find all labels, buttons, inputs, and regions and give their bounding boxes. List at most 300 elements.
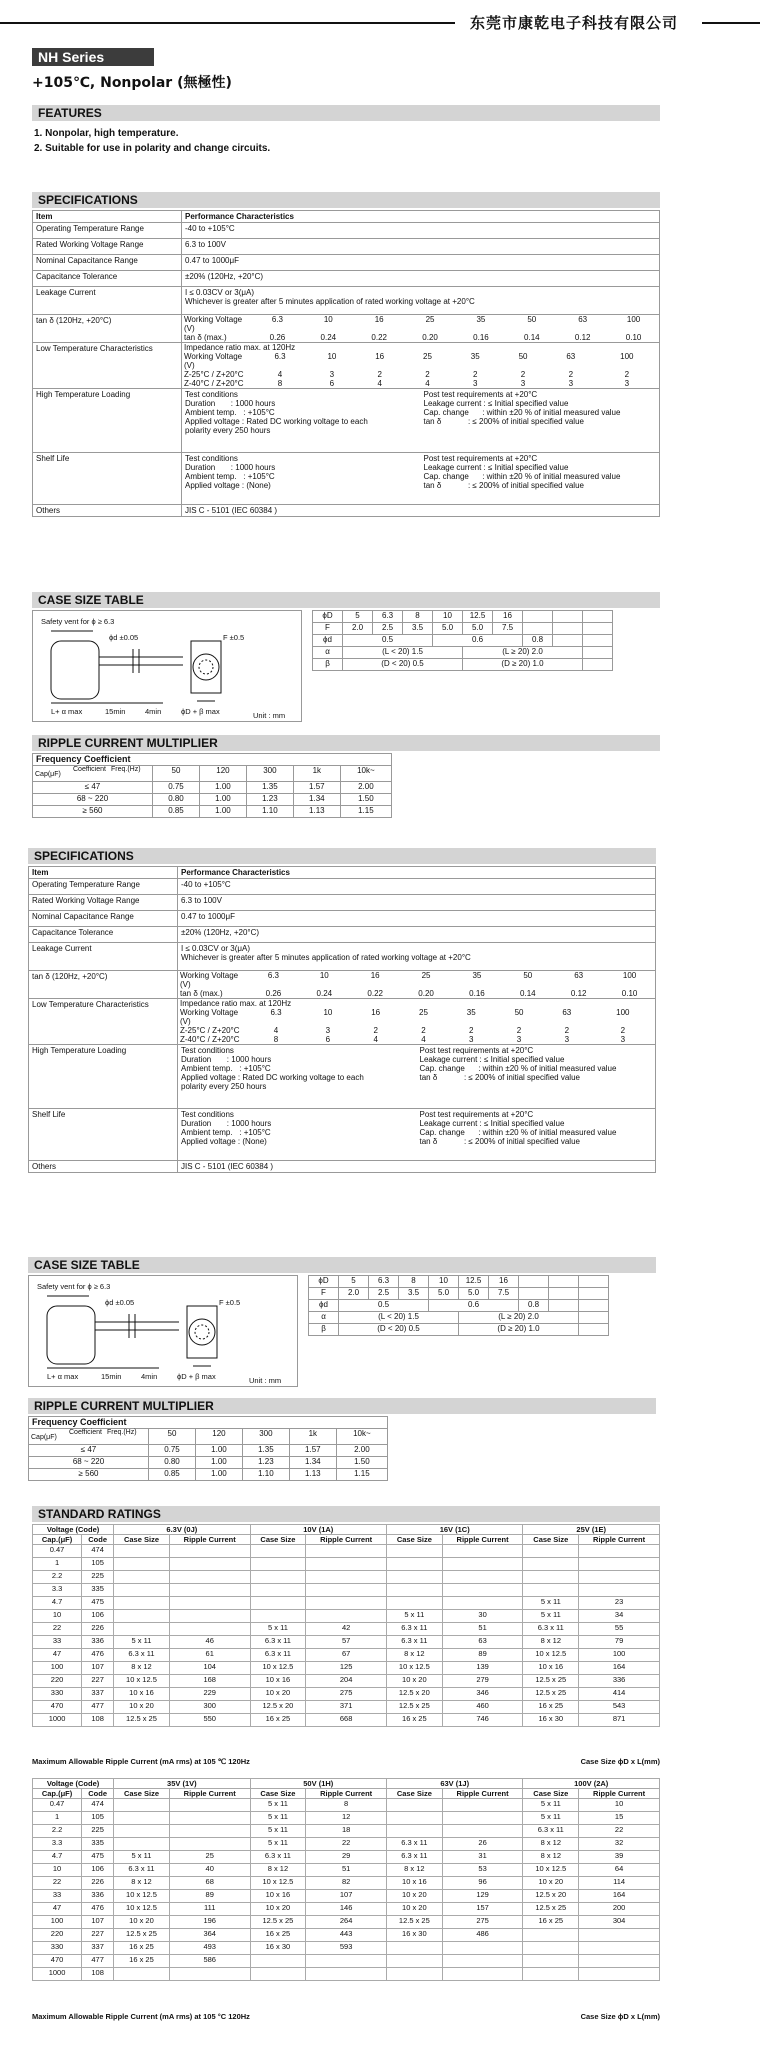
cell-text: 304 [612, 1916, 626, 1925]
cell-text: 336 [612, 1675, 626, 1684]
ratings-cell [114, 1662, 170, 1675]
condition-line [420, 1046, 653, 1055]
cell-text: 12.5 x 20 [398, 1688, 430, 1697]
cell-text: 0.22 [371, 333, 387, 342]
case-cell-empty [553, 623, 583, 635]
condition-line [420, 1137, 653, 1146]
ripple-cell [246, 794, 293, 806]
inner-cell [452, 989, 503, 998]
cell-text: 8 x 12 [131, 1662, 152, 1671]
case-dimension-table [308, 1275, 609, 1336]
cell-text: 12.5 x 25 [398, 1916, 430, 1925]
ratings-cell [579, 1903, 660, 1916]
cell-text: 46 [205, 1636, 214, 1645]
case-cell-empty [519, 1288, 549, 1300]
drawing-label [37, 1282, 110, 1291]
cell-text: 10 [319, 971, 329, 980]
cell-text: 10 x 20 [265, 1903, 291, 1912]
inner-cell [404, 370, 452, 379]
inner-row [178, 1026, 655, 1035]
cell-text: 16 [374, 315, 384, 324]
spec-label [33, 505, 182, 517]
spec-row [33, 453, 660, 505]
case-cell [369, 1276, 399, 1288]
case-row [309, 1300, 609, 1312]
condition-line [181, 1055, 414, 1064]
spec-heading: SPECIFICATIONS [32, 192, 660, 208]
drawing-label [47, 1372, 78, 1381]
ratings-cell [169, 1851, 250, 1864]
cell-text: Z-25°C / Z+20°C [184, 370, 244, 379]
ratings-cell [387, 1929, 443, 1942]
case-cell-empty [549, 1300, 579, 1312]
cell-text: 104 [203, 1662, 216, 1671]
ratings-cell [523, 1916, 579, 1929]
ripple-cell [29, 1445, 149, 1457]
voltage-header [523, 1779, 660, 1789]
cell-text: (L < 20) 1.5 [382, 647, 423, 656]
cell-text: Low Temperature Characteristics [36, 344, 153, 353]
cell-text: 35 [472, 971, 482, 980]
ripple-cell [33, 782, 153, 794]
cell-text: Duration : 1000 hours [185, 399, 276, 408]
case-size-header [387, 1789, 443, 1799]
cell-text: 5 x 11 [404, 1610, 425, 1619]
ripple-cell [336, 1469, 387, 1481]
ratings-cell [387, 1610, 443, 1623]
ratings-cell [114, 1851, 170, 1864]
series-subtitle: +105℃, Nonpolar (無極性) [32, 75, 232, 91]
ratings-cell [523, 1968, 579, 1981]
inner-row [178, 989, 655, 998]
cell-text: I ≤ 0.03CV or 3(μA) [181, 944, 251, 953]
ratings-cell [306, 1558, 387, 1571]
inner-row [182, 333, 659, 342]
cell-text: 3 [620, 1035, 626, 1044]
ratings-cell [442, 1851, 523, 1864]
condition-line [185, 399, 418, 408]
cell-text: 3 [469, 1035, 474, 1044]
cell-text: F ±0.5 [219, 1298, 241, 1307]
ripple-cell [153, 806, 200, 818]
cell-text: 22 [341, 1838, 351, 1847]
cell-text: 16 x 25 [402, 1714, 427, 1723]
ratings-cell [169, 1838, 250, 1851]
voltage-header [387, 1525, 523, 1535]
cell-text: 871 [612, 1714, 626, 1723]
ratings-cell [114, 1942, 170, 1955]
condition-line [181, 1110, 414, 1119]
cell-text: 5 x 11 [540, 1597, 561, 1606]
header-rule-left [0, 22, 455, 24]
cell-text: 89 [205, 1890, 214, 1899]
ratings-cell [114, 1799, 170, 1812]
cell-text: 0.85 [164, 1469, 180, 1478]
cell-text: Duration : 1000 hours [185, 463, 276, 472]
cell-text: 10 x 20 [129, 1701, 154, 1710]
ratings-cell [579, 1838, 660, 1851]
cell-text: Capacitance Tolerance [36, 272, 118, 281]
cell-text: Unit : mm [249, 1376, 282, 1385]
ratings-cell [579, 1701, 660, 1714]
ripple-title-row [29, 1417, 388, 1429]
cell-text: 10 [323, 1008, 333, 1017]
inner-cell [502, 989, 553, 998]
condition-line [181, 1046, 414, 1055]
ratings-cell [387, 1675, 443, 1688]
condition-line [185, 417, 418, 426]
cell-text: 47 [52, 1649, 62, 1658]
ratings-table [32, 1778, 660, 1981]
voltage-header [250, 1525, 386, 1535]
cell-text: Capacitance Tolerance [32, 928, 114, 937]
cell-text: Impedance ratio max. at 120Hz [184, 343, 296, 352]
cell-text: 2.5 [377, 1288, 390, 1297]
cell-text: Leakage current : ≤ Initial specified value [419, 1055, 565, 1064]
ratings-cell [82, 1825, 114, 1838]
condition-line [420, 1064, 653, 1073]
cell-text: Coefficient [73, 766, 106, 773]
ripple-row [33, 806, 392, 818]
cell-text: 64 [614, 1864, 624, 1873]
code-header [82, 1789, 114, 1799]
ripple-freq [340, 766, 391, 782]
cell-text: 16 x 25 [265, 1714, 291, 1723]
ratings-cell [114, 1903, 170, 1916]
inner-cell [547, 379, 595, 388]
drawing-label [105, 1298, 134, 1307]
ratings-cell [306, 1838, 387, 1851]
ratings-cell [33, 1597, 82, 1610]
inner-row [178, 971, 655, 989]
cell-text: 0.26 [269, 333, 286, 342]
inner-cell [352, 1026, 400, 1035]
ratings-cell [306, 1890, 387, 1903]
ripple-row [29, 1445, 388, 1457]
cell-text: 6.3 x 11 [537, 1623, 564, 1632]
spec-label [33, 239, 182, 255]
cell-text: 120 [216, 766, 230, 775]
inner-cell [608, 315, 659, 333]
ratings-cell [114, 1688, 170, 1701]
case-cell [369, 1288, 399, 1300]
ratings-cell [387, 1584, 443, 1597]
ratings-cell [523, 1903, 579, 1916]
condition-line [181, 1119, 414, 1128]
cell-text: 12.5 x 25 [126, 1929, 157, 1938]
case-row [309, 1312, 609, 1324]
case-cell [429, 1300, 519, 1312]
cell-text: tan δ (max.) [180, 989, 223, 998]
case-cell [433, 611, 463, 623]
inner-cell [252, 352, 308, 370]
cell-text: 12.5 x 25 [535, 1903, 567, 1912]
ratings-cell [579, 1636, 660, 1649]
inner-row [182, 352, 659, 370]
ratings-row [33, 1916, 660, 1929]
cell-text: 3 [329, 370, 335, 379]
cell-text: 336 [91, 1636, 104, 1645]
ripple-multiplier-table [32, 753, 392, 818]
ratings-cell [169, 1877, 250, 1890]
cell-text: 6.3 [270, 1008, 282, 1017]
cell-text: 63 [574, 971, 584, 980]
cell-text: 550 [203, 1714, 216, 1723]
cell-text: 3.5 [407, 1288, 420, 1297]
cell-text: I ≤ 0.03CV or 3(μA) [185, 288, 255, 297]
header-rule-right [702, 22, 760, 24]
cell-text: Cap. change : within ±20 % of initial measured value [423, 472, 621, 481]
cell-text: 0.8 [531, 635, 544, 644]
ratings-cell [33, 1636, 82, 1649]
cell-text: 10 [52, 1864, 62, 1873]
cell-text: 1.34 [309, 794, 325, 803]
cell-text: 100 [50, 1916, 64, 1925]
inner-cell [401, 989, 452, 998]
spec-row [29, 999, 656, 1045]
inner-cell [252, 379, 308, 388]
cap-header [33, 1789, 82, 1799]
ratings-cell [523, 1558, 579, 1571]
ripple-cell [199, 794, 246, 806]
ratings-cell [442, 1838, 523, 1851]
spec-value [182, 255, 660, 271]
cell-text: 16 [503, 611, 512, 620]
cell-text: 7.5 [501, 623, 514, 632]
cell-text: 5.0 [471, 623, 484, 632]
cell-text: Test conditions [185, 454, 238, 463]
cell-text: 6 [325, 1035, 331, 1044]
cell-text: 6.3 [274, 352, 286, 361]
inner-cell [401, 971, 452, 989]
case-cell [339, 1312, 459, 1324]
cell-text: 2 [377, 370, 382, 379]
case-row [309, 1288, 609, 1300]
inner-row [178, 1008, 655, 1026]
inner-cell [299, 971, 350, 989]
cell-text: 6.3 [377, 1276, 390, 1285]
condition-line [185, 454, 418, 463]
cell-text: ϕD [322, 611, 333, 620]
cell-text: 593 [339, 1942, 353, 1951]
cell-text: 0.47 to 1000μF [185, 256, 239, 265]
ripple-subtitle [33, 754, 392, 766]
cell-text: Rated Working Voltage Range [32, 896, 140, 905]
ripple-cell [242, 1457, 289, 1469]
cell-text: JIS C - 5101 (IEC 60384 ) [181, 1162, 274, 1171]
ratings-cell [114, 1825, 170, 1838]
spec-row [33, 239, 660, 255]
cell-text: 4 [277, 370, 283, 379]
ratings-cell [306, 1597, 387, 1610]
cell-text: 10 x 12.5 [126, 1903, 157, 1912]
ratings-cell [387, 1597, 443, 1610]
ratings-cell [442, 1916, 523, 1929]
ratings-cell [82, 1838, 114, 1851]
ratings-cell [33, 1571, 82, 1584]
ratings-cell [387, 1838, 443, 1851]
inner-row [178, 1035, 655, 1044]
ratings-cell [169, 1545, 250, 1558]
spec-row [33, 287, 660, 315]
ratings-cell [579, 1799, 660, 1812]
inner-cell [304, 1035, 352, 1044]
spec-header-row [29, 867, 656, 879]
drawing-label [253, 711, 285, 720]
ratings-cell [114, 1955, 170, 1968]
spec-label [33, 343, 182, 389]
cell-text: Working Voltage (V) [184, 352, 243, 370]
cell-text: ϕd ±0.05 [109, 633, 139, 642]
case-size-header [523, 1789, 579, 1799]
ripple-cell [340, 806, 391, 818]
cell-text: tan δ (120Hz, +20°C) [32, 972, 108, 981]
cell-text: 6.3 to 100V [185, 240, 226, 249]
cell-text: Cap. change : within ±20 % of initial measured value [419, 1128, 617, 1137]
spec-row [33, 271, 660, 287]
cell-text: Frequency Coefficient [36, 754, 131, 764]
spec-header-row [33, 211, 660, 223]
case-cell-empty [549, 1288, 579, 1300]
ratings-cell [442, 1942, 523, 1955]
cell-text: 200 [612, 1903, 626, 1912]
cell-text: 746 [476, 1714, 489, 1723]
ratings-cell [82, 1597, 114, 1610]
ripple-cell [153, 794, 200, 806]
ratings-cell [33, 1890, 82, 1903]
ratings-cell [387, 1812, 443, 1825]
cell-text: 1 [54, 1812, 60, 1821]
ratings-cell [387, 1864, 443, 1877]
spec-value [182, 223, 660, 239]
cell-text: 4min [141, 1372, 158, 1381]
ripple-cell [242, 1445, 289, 1457]
case-cell-empty [523, 623, 553, 635]
cell-text: 63 [478, 1636, 487, 1645]
cell-text: 229 [203, 1688, 216, 1697]
ratings-cell [114, 1929, 170, 1942]
case-cell-empty [583, 635, 613, 647]
inner-cell [350, 971, 401, 989]
ratings-cell [579, 1825, 660, 1838]
case-cell [489, 1288, 519, 1300]
cell-text: Impedance ratio max. at 120Hz [180, 999, 292, 1008]
ratings-cell [169, 1584, 250, 1597]
inner-cell [178, 1026, 248, 1035]
cell-text: 1.57 [309, 782, 325, 791]
spec-label [29, 1045, 178, 1109]
cell-text: 346 [476, 1688, 489, 1697]
ratings-cell [33, 1558, 82, 1571]
ratings-row [33, 1571, 660, 1584]
ratings-cell [523, 1701, 579, 1714]
cell-text: 1.10 [262, 806, 278, 815]
cell-text: 2 [473, 370, 478, 379]
ratings-cell [114, 1558, 170, 1571]
cell-text: 23 [614, 1597, 624, 1606]
ratings-cell [442, 1929, 523, 1942]
cell-text: 2 [373, 1026, 378, 1035]
case-cell [493, 623, 523, 635]
ratings-cell [114, 1701, 170, 1714]
cell-text: 12 [341, 1812, 351, 1821]
cell-text: Shelf Life [36, 454, 70, 463]
cell-text: 5 x 11 [131, 1636, 152, 1645]
cell-text: 50 [518, 352, 528, 361]
cell-text: 35V (1V) [167, 1779, 197, 1788]
ripple-freq [149, 1429, 196, 1445]
ripple-row [29, 1457, 388, 1469]
cell-text: Case Size [533, 1789, 569, 1798]
voltage-header [387, 1779, 523, 1789]
ratings-cell [442, 1610, 523, 1623]
inner-cell [447, 1026, 495, 1035]
drawing-label [141, 1372, 157, 1381]
spec-row [29, 943, 656, 971]
spec-label [29, 943, 178, 971]
ratings-cell [523, 1571, 579, 1584]
cell-text: Leakage current : ≤ Initial specified value [423, 399, 569, 408]
cell-text: 4 [425, 379, 430, 388]
ripple-cell [293, 794, 340, 806]
ratings-cell [114, 1571, 170, 1584]
cell-text: 15 [614, 1812, 624, 1821]
drawing-label [249, 1376, 281, 1385]
cell-text: Z-40°C / Z+20°C [180, 1035, 240, 1044]
cell-text: 486 [476, 1929, 489, 1938]
ratings-cell [82, 1864, 114, 1877]
ratings-row [33, 1812, 660, 1825]
ratings-cell [82, 1851, 114, 1864]
cell-text: 3 [325, 1026, 331, 1035]
drawing-label [219, 1298, 240, 1307]
item-header [29, 867, 178, 879]
spec-value [182, 505, 660, 517]
cell-text: Ripple Current [593, 1535, 646, 1544]
footnote-right: Case Size ϕD x L(mm) [580, 1757, 660, 1766]
inner-cell [354, 333, 405, 342]
cell-text: Ripple Current [320, 1789, 373, 1798]
cell-text: 0.47 [49, 1799, 65, 1808]
cell-text: 0.12 [574, 333, 591, 342]
cell-text: 8 [277, 379, 283, 388]
standard-ratings-table-low [32, 1524, 660, 1727]
case-cell [433, 635, 523, 647]
condition-line [424, 390, 657, 399]
cell-text: 29 [341, 1851, 351, 1860]
cell-text: Whichever is greater after 5 minutes application of rated working voltage at +20°C [185, 297, 475, 306]
ratings-row [33, 1955, 660, 1968]
cell-text: 16 x 25 [265, 1929, 291, 1938]
condition-line [420, 1119, 653, 1128]
ratings-cell [523, 1688, 579, 1701]
cell-text: Item [36, 212, 53, 221]
cell-text: Nominal Capacitance Range [36, 256, 138, 265]
cell-text: 2 [564, 1026, 570, 1035]
cell-text: 6.3 x 11 [537, 1825, 564, 1834]
ratings-cell [306, 1584, 387, 1597]
cell-text: 25V (1E) [576, 1525, 607, 1534]
cell-text: 10 x 12.5 [126, 1890, 157, 1899]
cell-text: 5 [355, 611, 360, 620]
ripple-cell [199, 782, 246, 794]
case-cell [493, 611, 523, 623]
cell-text: 120 [212, 1429, 226, 1438]
inner-cell [356, 352, 404, 370]
ripple-row [33, 782, 392, 794]
inner-cell [452, 971, 503, 989]
cell-text: 100 [620, 352, 634, 361]
